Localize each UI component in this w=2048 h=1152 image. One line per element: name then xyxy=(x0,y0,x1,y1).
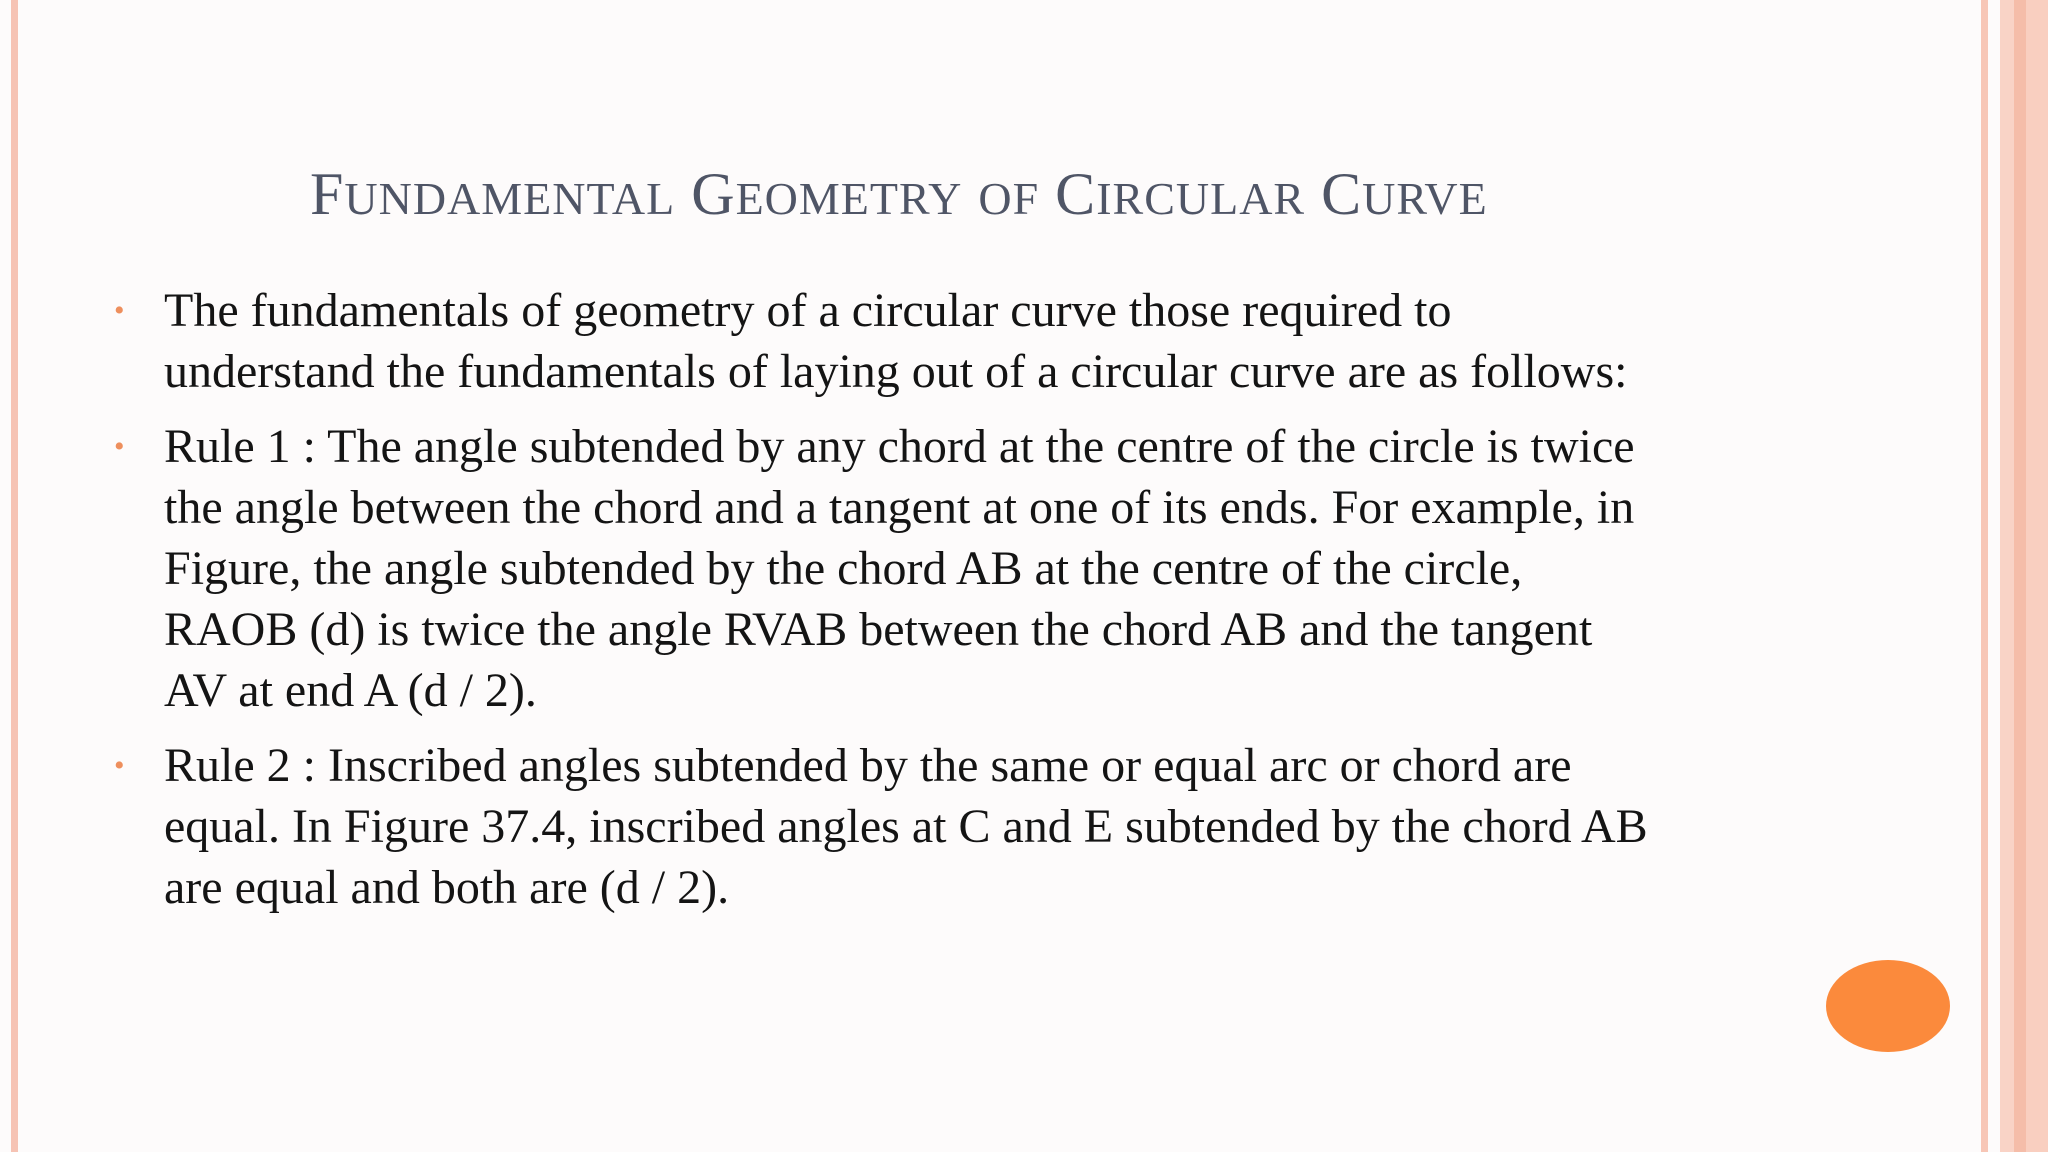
right-stripe xyxy=(1981,0,1988,1152)
title-word: OF xyxy=(978,173,1040,224)
slide-title xyxy=(310,160,1630,229)
bullet-list xyxy=(112,280,1772,932)
right-stripe xyxy=(2000,0,2014,1152)
bullet-line: The fundamentals of geometry of a circular curve those required to xyxy=(164,284,1452,337)
title-word: GEOMETRY xyxy=(691,161,963,227)
bullet-line: equal. In Figure 37.4, inscribed angles at C and E subtended by the chord AB xyxy=(164,800,1648,853)
right-stripe xyxy=(2026,0,2048,1152)
left-border-decoration xyxy=(0,0,22,1152)
bullet-line: RAOB (d) is twice the angle RVAB between the chord AB and the tangent xyxy=(164,603,1593,656)
orange-circle-decoration xyxy=(1826,960,1950,1052)
bullet-item xyxy=(112,416,1772,721)
bullet-item xyxy=(112,735,1772,918)
bullet-line: are equal and both are (d / 2). xyxy=(164,861,730,914)
bullet-line: AV at end A (d / 2). xyxy=(164,664,537,717)
bullet-line: Figure, the angle subtended by the chord AB at the centre of the circle, xyxy=(164,542,1523,595)
bullet-line: Rule 2 : Inscribed angles subtended by the same or equal arc or chord are xyxy=(164,739,1572,792)
bullet-icon: • xyxy=(114,294,125,327)
bullet-icon: • xyxy=(114,430,125,463)
bullet-line: Rule 1 : The angle subtended by any chord at the centre of the circle is twice xyxy=(164,420,1635,473)
right-stripe xyxy=(2014,0,2026,1152)
bullet-item xyxy=(112,280,1772,402)
left-border-line xyxy=(11,0,18,1152)
title-word: CIRCULAR xyxy=(1055,161,1306,227)
bullet-line: understand the fundamentals of laying out of a circular curve are as follows: xyxy=(164,345,1628,398)
title-word: CURVE xyxy=(1321,161,1488,227)
bullet-icon: • xyxy=(114,749,125,782)
bullet-line: the angle between the chord and a tangent at one of its ends. For example, in xyxy=(164,481,1635,534)
title-word: FUNDAMENTAL xyxy=(310,161,676,227)
right-border-decoration xyxy=(1968,0,2048,1152)
